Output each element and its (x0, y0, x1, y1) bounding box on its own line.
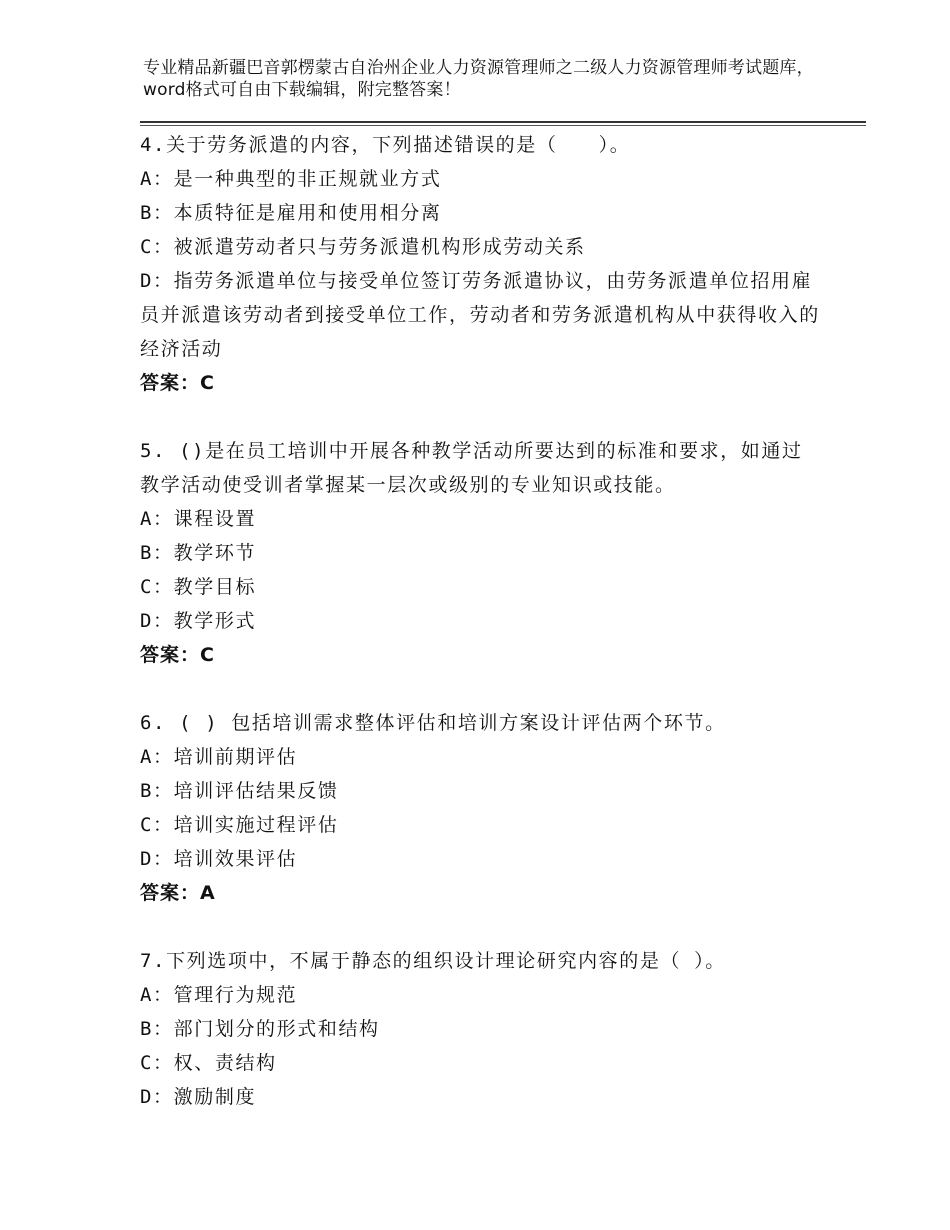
question-4 (140, 128, 820, 400)
document-header: 专业精品新疆巴音郭楞蒙古自治州企业人力资源管理师之二级人力资源管理师考试题库，word格式可自由下载编辑，附完整答案！ (143, 58, 814, 100)
question-stem: 5. ()是在员工培训中开展各种教学活动所要达到的标准和要求，如通过教学活动使受训者掌握某一层次或级别的专业知识或技能。 (140, 440, 803, 496)
option-c: C：权、责结构 (140, 1052, 277, 1074)
option-a: A：培训前期评估 (140, 746, 298, 768)
option-b: B：教学环节 (140, 542, 257, 564)
option-c: C：被派遣劳动者只与劳务派遣机构形成劳动关系 (140, 236, 586, 258)
question-5 (140, 434, 820, 672)
option-a: A：是一种典型的非正规就业方式 (140, 168, 442, 190)
option-d: D：培训效果评估 (140, 848, 298, 870)
option-a: A：管理行为规范 (140, 984, 298, 1006)
option-c: C：培训实施过程评估 (140, 814, 339, 836)
question-stem: 4.关于劳务派遣的内容，下列描述错误的是（ ）。 (140, 134, 631, 156)
answer: 答案：C (140, 372, 215, 394)
option-d: D：指劳务派遣单位与接受单位签订劳务派遣协议，由劳务派遣单位招用雇员并派遣该劳动者到接受单位工作，劳动者和劳务派遣机构从中获得收入的经济活动 (140, 270, 820, 360)
header-rule-thin (140, 125, 866, 126)
option-b: B：部门划分的形式和结构 (140, 1018, 380, 1040)
question-6 (140, 706, 820, 910)
option-d: D：激励制度 (140, 1086, 257, 1108)
option-d: D：教学形式 (140, 610, 257, 632)
answer: 答案：A (140, 882, 216, 904)
question-list (140, 128, 820, 1114)
option-c: C：教学目标 (140, 576, 257, 598)
question-7 (140, 944, 820, 1114)
header-rule-thick (140, 121, 866, 123)
question-stem: 6. ( ) 包括培训需求整体评估和培训方案设计评估两个环节。 (140, 712, 726, 734)
option-b: B：本质特征是雇用和使用相分离 (140, 202, 442, 224)
option-b: B：培训评估结果反馈 (140, 780, 339, 802)
option-a: A：课程设置 (140, 508, 257, 530)
question-stem: 7.下列选项中，不属于静态的组织设计理论研究内容的是（ ）。 (140, 950, 726, 972)
answer: 答案：C (140, 644, 215, 666)
